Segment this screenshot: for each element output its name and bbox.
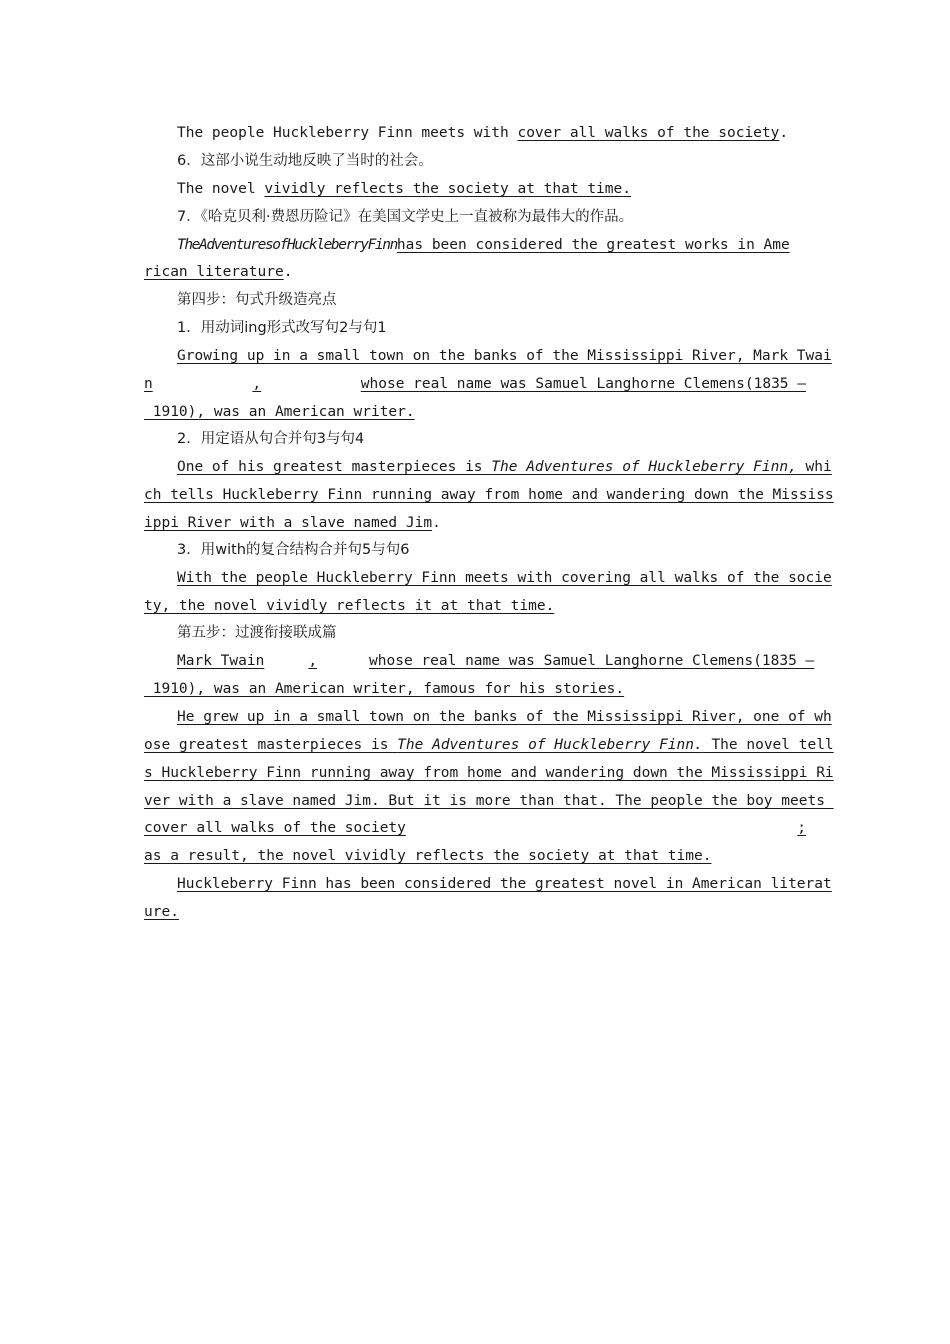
text-line xyxy=(177,235,806,255)
answer-run: vividly reflects the society at that time. xyxy=(264,181,631,197)
answer-line: ch tells Huckleberry Finn running away from home and wandering down the Mississ xyxy=(144,487,834,503)
text-run: . xyxy=(432,515,441,531)
answer-line: as a result, the novel vividly reflects the society at that time. xyxy=(144,848,712,864)
answer-line xyxy=(144,735,834,755)
answer-run: cover all walks of the society xyxy=(517,125,780,141)
answer-run: whose real name was Samuel Langhorne Clemens(1835 — xyxy=(369,653,815,669)
answer-run: rican literature xyxy=(144,264,284,280)
text-run: The people Huckleberry Finn meets with xyxy=(177,125,518,141)
book-title-run: The Adventures of Huckleberry Finn. xyxy=(397,737,703,753)
answer-run: whose real name was Samuel Langhorne Clemens(1835 — xyxy=(360,376,806,392)
task-line: 1．用动词ing形式改写句2与句1 xyxy=(177,320,387,336)
answer-run: whi xyxy=(796,459,832,475)
text-line xyxy=(144,262,806,282)
answer-run: The novel tell xyxy=(702,737,834,753)
answer-line: Growing up in a small town on the banks of the Mississippi River, Mark Twai xyxy=(177,348,832,364)
answer-line xyxy=(144,818,806,838)
answer-run: ippi River with a slave named Jim xyxy=(144,515,433,531)
text-line xyxy=(144,513,806,533)
book-title-run: TheAdventuresofHuckleberryFinn xyxy=(177,237,397,253)
task-line: 2．用定语从句合并句3与句4 xyxy=(177,431,365,447)
answer-line xyxy=(177,457,832,477)
answer-run: n xyxy=(144,376,153,392)
answer-line: With the people Huckleberry Finn meets with covering all walks of the socie xyxy=(177,570,832,586)
text-run: . xyxy=(779,125,789,141)
answer-run: One of his greatest masterpieces is xyxy=(177,459,492,475)
book-title-run: The Adventures of Huckleberry Finn, xyxy=(491,459,797,475)
answer-run: , xyxy=(252,376,262,392)
text-line xyxy=(177,179,806,199)
text-run: The novel xyxy=(177,181,265,197)
answer-run: Mark Twain xyxy=(177,653,265,669)
answer-run: has been considered the greatest works in Ame xyxy=(396,237,790,253)
section-heading: 第五步：过渡衔接联成篇 xyxy=(177,625,337,641)
answer-line xyxy=(177,651,815,671)
answer-run: , xyxy=(308,653,318,669)
answer-line: He grew up in a small town on the banks of the Mississippi River, one of wh xyxy=(177,709,832,725)
task-line: 3．用with的复合结构合并句5与句6 xyxy=(177,542,410,558)
answer-line: s Huckleberry Finn running away from home and wandering down the Mississippi Ri xyxy=(144,765,834,781)
answer-line: Huckleberry Finn has been considered the greatest novel in American literat xyxy=(177,876,832,892)
question-line: 7．《哈克贝利·费恩历险记》在美国文学史上一直被称为最伟大的作品。 xyxy=(177,209,634,225)
answer-line: ty, the novel vividly reflects it at that time. xyxy=(144,598,555,614)
answer-line: ver with a slave named Jim. But it is more than that. The people the boy meets xyxy=(144,793,834,809)
text-run: . xyxy=(283,264,293,280)
answer-line: ure. xyxy=(144,904,179,920)
section-heading: 第四步：句式升级造亮点 xyxy=(177,292,337,308)
answer-line xyxy=(144,374,806,394)
text-line xyxy=(177,123,806,143)
answer-run: cover all walks of the society xyxy=(144,820,406,836)
answer-line: 1910), was an American writer. xyxy=(144,404,415,420)
answer-line: 1910), was an American writer, famous for his stories. xyxy=(144,681,625,697)
answer-run: ; xyxy=(797,820,806,836)
question-line: 6．这部小说生动地反映了当时的社会。 xyxy=(177,153,433,169)
answer-run: ose greatest masterpieces is xyxy=(144,737,398,753)
